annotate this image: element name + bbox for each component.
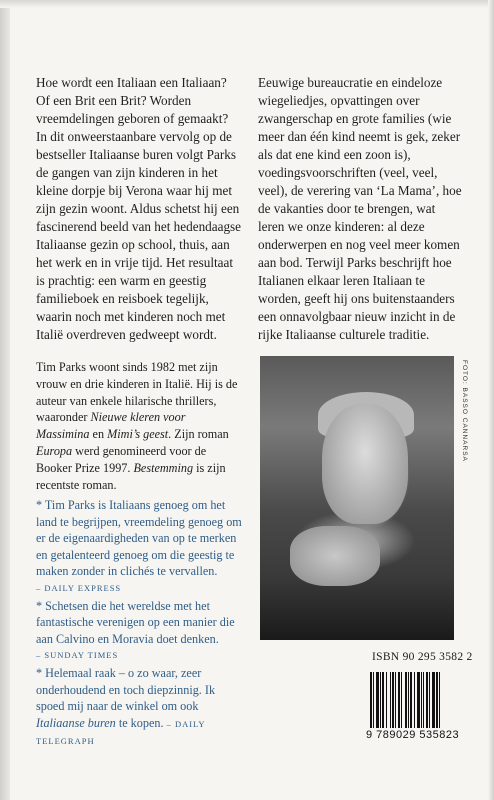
quote-1: * Tim Parks is Italiaans genoeg om het land te begrijpen, vreemdeling genoeg om er de eigenaardigheden van op te merken en getalenteerd genoeg om die geestig te maken zonder in clichés te vervallen. – DAILY EXPRESS (36, 497, 246, 597)
quote-2: * Schetsen die het wereldse met het fantastische verenigen op een manier die aan Calvino en Moravia doet denken. – SUNDAY TIMES (36, 598, 246, 664)
quote-3: * Helemaal raak – o zo waar, zeer onderhoudend en toch diepzinnig. Ik spoed mij naar de winkel om ook Italiaanse buren te kopen. – DAILY TELEGRAPH (36, 665, 216, 747)
barcode-icon (370, 670, 464, 728)
photo-face (322, 404, 408, 524)
quote-source: – DAILY EXPRESS (36, 582, 122, 593)
cover-left-edge (0, 0, 10, 800)
photo-shirt (260, 576, 454, 640)
author-bio: Tim Parks woont sinds 1982 met zijn vrouw en drie kinderen in Italië. Hij is de auteur van enkele hilarische thrillers, waaronder Nieuwe kleren voor Massimina en Mimi’s geest. Zijn roman Europa werd genomineerd voor de Booker Prize 1997. Bestemming is zijn recentste roman. (36, 360, 238, 492)
author-photo (260, 356, 454, 640)
cover-right-edge (488, 0, 494, 800)
barcode-bar (440, 672, 442, 728)
blurb-left-column: Hoe wordt een Italiaan een Italiaan? Of een Brit een Brit? Worden vreemdelingen geboren of gemaakt? In dit onweerstaanbare vervolg op de bestseller Italiaanse buren volgt Parks de gangen van zijn kinderen in het kleine dorpje bij Verona waar hij met zijn gezin woont. Aldus schetst hij een fascinerend beeld van het hedendaagse Italiaanse gezin op school, thuis, aan het werk en in vrije tijd. Het resultaat is prachtig: een warm en geestig familieboek en reisboek tegelijk, waarin noch met kinderen noch met Italië overdreven gedweept wordt. (36, 75, 242, 342)
blurb-right-column: Eeuwige bureaucratie en eindeloze wiegeliedjes, opvattingen over zwangerschap en grote families (wie meer dan één kind neemt is gek, zeker als dat ene kind een zoon is), voedingsvoorschriften (veel, veel, veel), de verering van ‘La Mama’, hoe de vakanties door te brengen, wat leren we onze kinderen: al deze onderwerpen en nog veel meer komen aan bod. Terwijl Parks beschrijft hoe Italianen elkaar leren Italiaan te worden, geeft hij ons buitenstaanders een onnavolgbaar nieuw inzicht in de rijke Italiaanse culturele traditie. (258, 75, 462, 342)
press-quotes (36, 497, 246, 751)
quote-source: – DAILY TELEGRAPH (36, 718, 206, 747)
isbn-number: ISBN 90 295 3582 2 (372, 651, 473, 663)
quote-source: – SUNDAY TIMES (36, 650, 119, 661)
cover-top-edge (0, 0, 494, 8)
photo-hand (290, 526, 380, 586)
barcode-digits: 9 789029 535823 (366, 729, 460, 741)
photo-credit: FOTO: BASSO CANNARSA (461, 360, 468, 462)
